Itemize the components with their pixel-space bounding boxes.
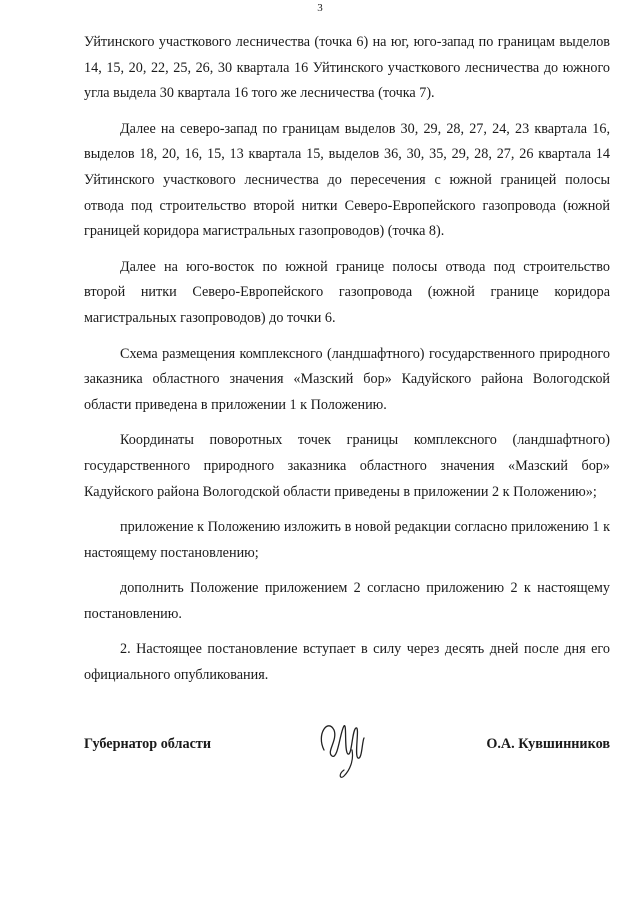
page-number: 3	[317, 2, 323, 14]
paragraph-annex-2: дополнить Положение приложением 2 согласно приложению 2 к настоящему постановлению.	[84, 580, 610, 622]
handwritten-signature-icon	[314, 712, 370, 782]
signatory-role: Губернатор области	[84, 736, 212, 752]
signature-block	[84, 712, 610, 782]
paragraph-coordinates: Координаты поворотных точек границы комплексного (ландшафтного) государственного природного заказника областного значения «Мазский бор» Кадуйского района Вологодской области приведены в приложении 2 к Положению»;	[84, 432, 610, 500]
paragraph-boundary-northwest: Далее на северо-запад по границам выделов 30, 29, 28, 27, 24, 23 квартала 16, выделов 18, 20, 16, 15, 13 квартала 15, выделов 36, 30, 35, 29, 28, 27, 26 квартала 14 Уйтинского участкового лесничества до пересечения с южной границей полосы отвода под строительство второй нитки Северо-Европейского газопровода (южной границей коридора магистральных газопроводов) (точка 8).	[84, 120, 610, 240]
document-body	[84, 30, 610, 689]
paragraph-boundary-southeast: Далее на юго-восток по южной границе полосы отвода под строительство второй нитки Северо-Европейского газопровода (южной границе коридора магистральных газопроводов) до точки 6.	[84, 258, 610, 326]
paragraph-scheme: Схема размещения комплексного (ландшафтного) государственного природного заказника областного значения «Мазский бор» Кадуйского района Вологодской области приведена в приложении 1 к Положению.	[84, 345, 610, 413]
paragraph-boundary-south: Уйтинского участкового лесничества (точка 6) на юг, юго-запад по границам выделов 14, 15, 20, 22, 25, 26, 30 квартала 16 Уйтинского участкового лесничества до южного угла выдела 30 квартала 16 того же лесничества (точка 7).	[84, 34, 610, 102]
paragraph-effective-date: 2. Настоящее постановление вступает в силу через десять дней после дня его официального опубликования.	[84, 641, 610, 684]
paragraph-annex-1: приложение к Положению изложить в новой редакции согласно приложению 1 к настоящему постановлению;	[84, 519, 610, 561]
signatory-name: О.А. Кувшинников	[486, 736, 610, 752]
